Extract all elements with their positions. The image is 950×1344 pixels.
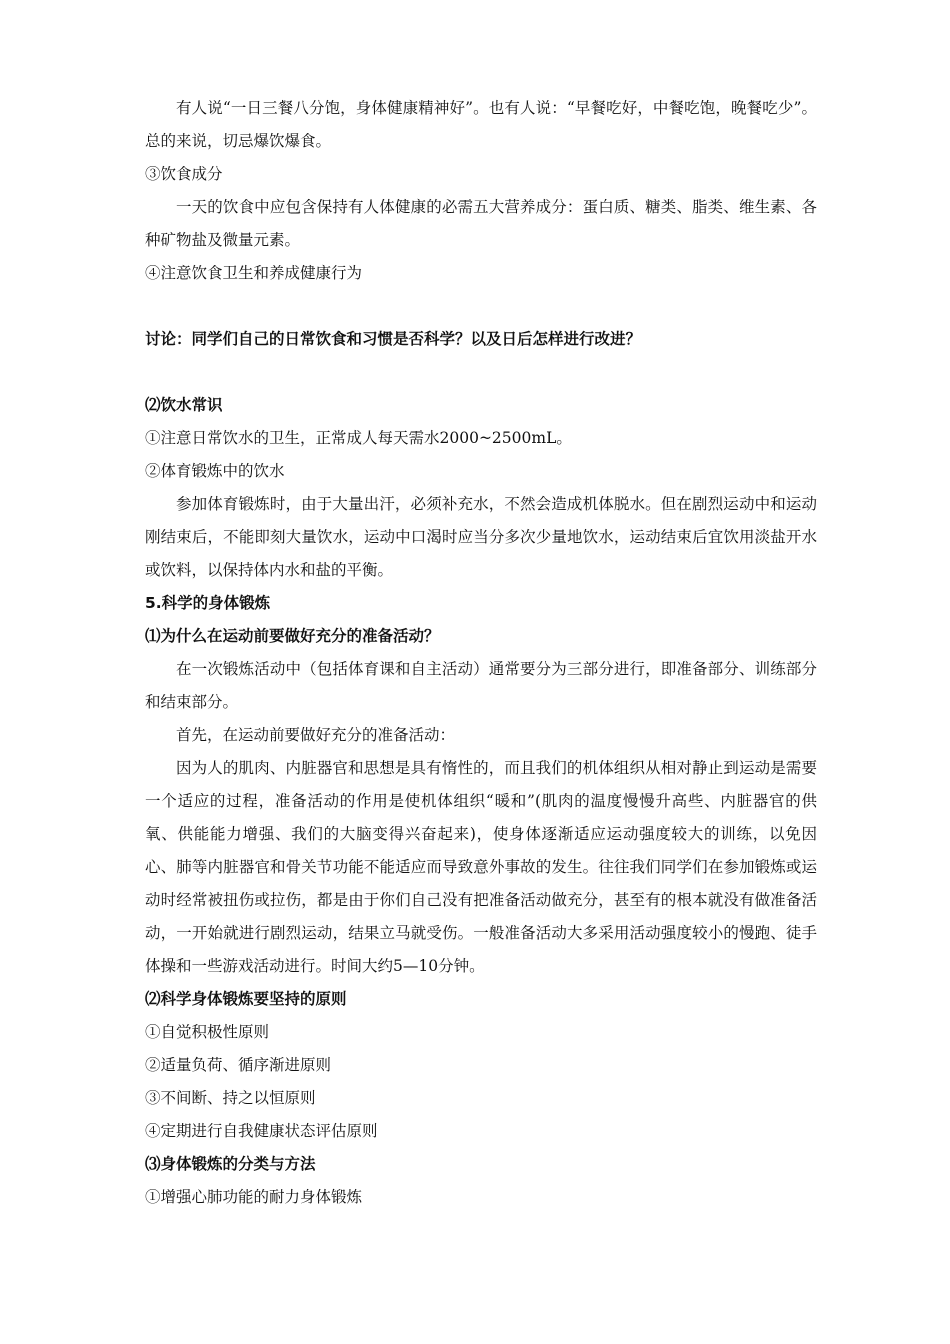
spacer	[145, 356, 817, 389]
paragraph-nutrients: 一天的饮食中应包含保持有人体健康的必需五大营养成分：蛋白质、糖类、脂类、维生素、各种矿物盐及微量元素。	[145, 198, 817, 249]
paragraph-meals-saying: 有人说“一日三餐八分饱，身体健康精神好”。也有人说：“早餐吃好，中餐吃饱，晚餐吃少”。总的来说，切忌爆饮爆食。	[145, 99, 817, 150]
paragraph-exercise-water: 参加体育锻炼时，由于大量出汗，必须补充水，不然会造成机体脱水。但在剧烈运动中和运动刚结束后，不能即刻大量饮水，运动中口渴时应当分多次少量地饮水，运动结束后宜饮用淡盐开水或饮料，以保持体内水和盐的平衡。	[145, 495, 817, 579]
paragraph-warmup-first: 首先，在运动前要做好充分的准备活动：	[176, 726, 456, 744]
subheading-methods: ⑶身体锻炼的分类与方法	[145, 1155, 316, 1173]
method-item: ①增强心肺功能的耐力身体锻炼	[145, 1188, 363, 1206]
water-item-daily: ①注意日常饮水的卫生，正常成人每天需水2000~2500mL。	[145, 429, 572, 447]
principle-item: ①自觉积极性原则	[145, 1023, 270, 1041]
item-diet-components-title: ③饮食成分	[145, 165, 223, 183]
water-item-exercise: ②体育锻炼中的饮水	[145, 462, 285, 480]
section-water-title: ⑵饮水常识	[145, 396, 223, 414]
heading-scientific-exercise: 5.科学的身体锻炼	[145, 594, 271, 612]
spacer	[145, 290, 817, 323]
document-page	[145, 92, 817, 1214]
paragraph-warmup-reason: 因为人的肌肉、内脏器官和思想是具有惰性的，而且我们的机体组织从相对静止到运动是需要一个适应的过程，准备活动的作用是使机体组织“暖和”(肌肉的温度慢慢升高些、内脏器官的供氧、供能能力增强、我们的大脑变得兴奋起来)，使身体逐渐适应运动强度较大的训练，以免因心、肺等内脏器官和骨关节功能不能适应而导致意外事故的发生。往往我们同学们在参加锻炼或运动时经常被扭伤或拉伤，都是由于你们自己没有把准备活动做充分，甚至有的根本就没有做准备活动，一开始就进行剧烈运动，结果立马就受伤。一般准备活动大多采用活动强度较小的慢跑、徒手体操和一些游戏活动进行。时间大约5—10分钟。	[145, 759, 817, 975]
subheading-principles: ⑵科学身体锻炼要坚持的原则	[145, 990, 347, 1008]
principle-item: ③不间断、持之以恒原则	[145, 1089, 316, 1107]
item-diet-hygiene-title: ④注意饮食卫生和养成健康行为	[145, 264, 363, 282]
subheading-warmup-why: ⑴为什么在运动前要做好充分的准备活动？	[145, 627, 440, 645]
discussion-question: 讨论：同学们自己的日常饮食和习惯是否科学？以及日后怎样进行改进？	[145, 330, 642, 348]
principle-item: ②适量负荷、循序渐进原则	[145, 1056, 332, 1074]
principle-item: ④定期进行自我健康状态评估原则	[145, 1122, 378, 1140]
paragraph-three-parts: 在一次锻炼活动中（包括体育课和自主活动）通常要分为三部分进行，即准备部分、训练部分和结束部分。	[145, 660, 817, 711]
